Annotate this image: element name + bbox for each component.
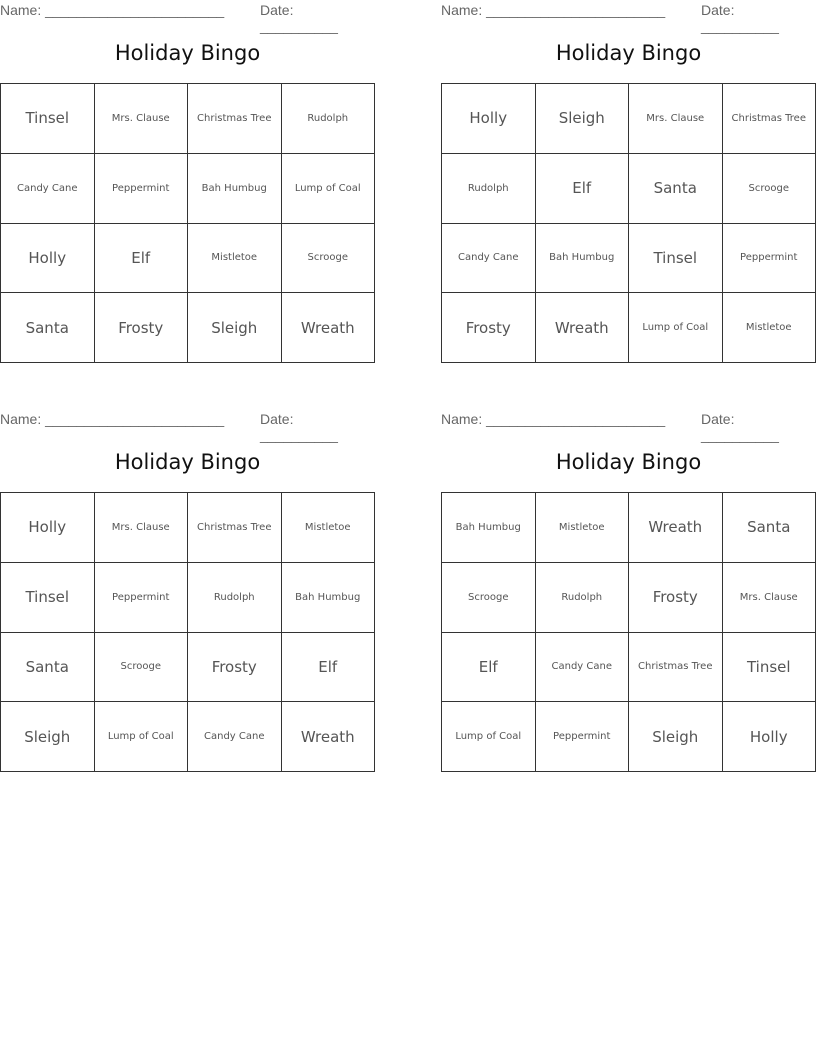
bingo-cell: Rudolph	[442, 154, 536, 224]
name-date-row	[441, 0, 816, 34]
bingo-cell: Wreath	[282, 702, 376, 772]
bingo-cell: Tinsel	[723, 633, 816, 703]
bingo-cell: Mrs. Clause	[723, 563, 816, 633]
bingo-cell: Mistletoe	[536, 493, 630, 563]
bingo-cell: Frosty	[188, 633, 282, 703]
bingo-cell: Santa	[1, 633, 95, 703]
bingo-grid	[441, 492, 816, 772]
date-field-label: Date: __________	[701, 2, 779, 34]
bingo-cell: Elf	[95, 224, 189, 294]
bingo-card-1	[0, 0, 375, 337]
bingo-grid	[0, 492, 375, 772]
bingo-cell: Scrooge	[442, 563, 536, 633]
bingo-cell: Lump of Coal	[282, 154, 376, 224]
bingo-card-2	[441, 0, 816, 337]
bingo-cell: Candy Cane	[1, 154, 95, 224]
bingo-cell: Candy Cane	[536, 633, 630, 703]
bingo-cell: Santa	[1, 293, 95, 363]
bingo-cell: Mistletoe	[723, 293, 816, 363]
bingo-cell: Christmas Tree	[723, 84, 816, 154]
bingo-cell: Candy Cane	[442, 224, 536, 294]
bingo-cell: Rudolph	[188, 563, 282, 633]
bingo-cell: Tinsel	[629, 224, 723, 294]
date-field-label: Date: __________	[701, 411, 779, 443]
bingo-grid	[441, 83, 816, 363]
bingo-cell: Elf	[282, 633, 376, 703]
card-title: Holiday Bingo	[555, 41, 702, 65]
bingo-cell: Mistletoe	[282, 493, 376, 563]
bingo-cell: Christmas Tree	[629, 633, 723, 703]
name-field-label: Name: _______________________	[441, 411, 666, 427]
bingo-cell: Holly	[1, 493, 95, 563]
bingo-cell: Scrooge	[282, 224, 376, 294]
card-title: Holiday Bingo	[114, 41, 261, 65]
bingo-cell: Elf	[536, 154, 630, 224]
bingo-cell: Frosty	[629, 563, 723, 633]
bingo-cell: Elf	[442, 633, 536, 703]
bingo-cell: Wreath	[282, 293, 376, 363]
name-date-row	[441, 409, 816, 443]
name-date-row	[0, 409, 375, 443]
name-field-label: Name: _______________________	[0, 2, 225, 18]
card-title: Holiday Bingo	[114, 450, 261, 474]
bingo-cell: Candy Cane	[188, 702, 282, 772]
bingo-cell: Frosty	[95, 293, 189, 363]
bingo-cell: Frosty	[442, 293, 536, 363]
bingo-cell: Sleigh	[536, 84, 630, 154]
bingo-cell: Sleigh	[188, 293, 282, 363]
bingo-cell: Sleigh	[1, 702, 95, 772]
date-field-label: Date: __________	[260, 411, 338, 443]
bingo-cell: Bah Humbug	[536, 224, 630, 294]
name-date-row	[0, 0, 375, 34]
bingo-cell: Christmas Tree	[188, 84, 282, 154]
bingo-cell: Mrs. Clause	[95, 84, 189, 154]
bingo-cell: Santa	[629, 154, 723, 224]
bingo-cell: Rudolph	[536, 563, 630, 633]
bingo-cell: Wreath	[536, 293, 630, 363]
bingo-cell: Wreath	[629, 493, 723, 563]
bingo-cell: Rudolph	[282, 84, 376, 154]
bingo-cell: Mrs. Clause	[95, 493, 189, 563]
bingo-card-4	[441, 409, 816, 746]
bingo-cell: Santa	[723, 493, 816, 563]
bingo-cell: Peppermint	[95, 563, 189, 633]
card-title: Holiday Bingo	[555, 450, 702, 474]
bingo-cell: Peppermint	[536, 702, 630, 772]
date-field-label: Date: __________	[260, 2, 338, 34]
bingo-cell: Tinsel	[1, 563, 95, 633]
bingo-cell: Holly	[723, 702, 816, 772]
name-field-label: Name: _______________________	[441, 2, 666, 18]
bingo-cell: Scrooge	[95, 633, 189, 703]
bingo-cell: Bah Humbug	[282, 563, 376, 633]
bingo-cell: Lump of Coal	[629, 293, 723, 363]
bingo-cell: Peppermint	[723, 224, 816, 294]
bingo-cell: Bah Humbug	[442, 493, 536, 563]
bingo-cell: Mistletoe	[188, 224, 282, 294]
bingo-cell: Holly	[1, 224, 95, 294]
name-field-label: Name: _______________________	[0, 411, 225, 427]
bingo-cell: Mrs. Clause	[629, 84, 723, 154]
bingo-cell: Tinsel	[1, 84, 95, 154]
bingo-cell: Peppermint	[95, 154, 189, 224]
bingo-cell: Lump of Coal	[95, 702, 189, 772]
bingo-cell: Scrooge	[723, 154, 816, 224]
bingo-grid	[0, 83, 375, 363]
bingo-cell: Christmas Tree	[188, 493, 282, 563]
bingo-cell: Bah Humbug	[188, 154, 282, 224]
bingo-cell: Lump of Coal	[442, 702, 536, 772]
bingo-card-3	[0, 409, 375, 746]
bingo-cell: Holly	[442, 84, 536, 154]
bingo-cell: Sleigh	[629, 702, 723, 772]
